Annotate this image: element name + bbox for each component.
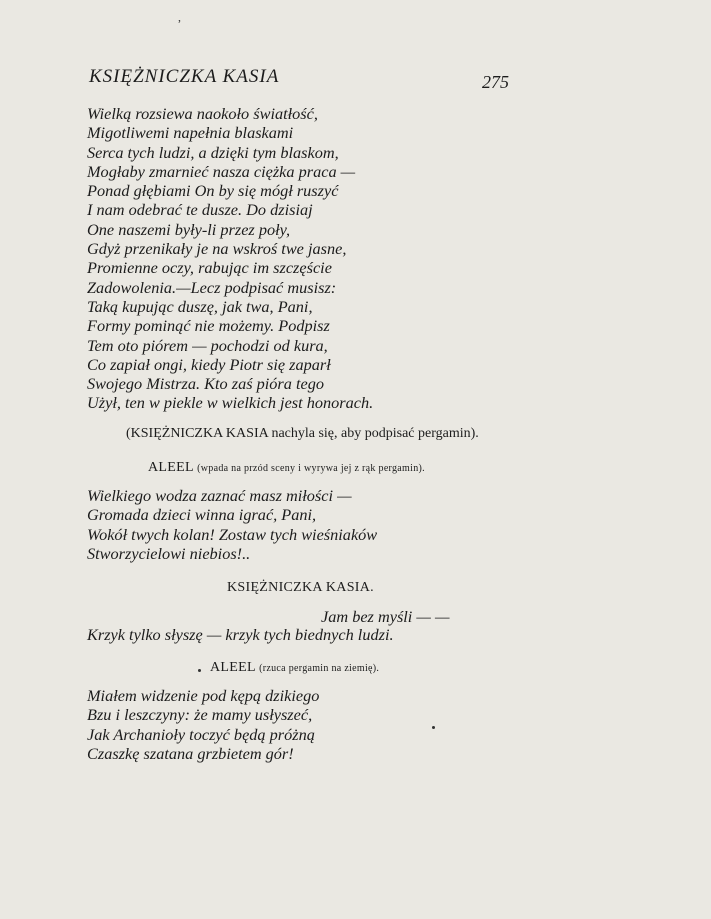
verse-line: Formy pominąć nie możemy. Podpisz — [87, 316, 330, 336]
verse-line: I nam odebrać te dusze. Do dzisiaj — [87, 200, 313, 220]
ink-speck: , — [178, 10, 181, 24]
verse-line: Migotliwemi napełnia blaskami — [87, 123, 294, 143]
verse-line: Gdyż przenikały je na wskroś twe jasne, — [87, 239, 347, 259]
speaker-name: ALEEL — [148, 460, 194, 475]
verse-line: Wielką rozsiewa naokoło światłość, — [87, 104, 318, 123]
verse-line: Stworzycielowi niebios!.. — [87, 543, 251, 563]
verse-line: Serca tych ludzi, a dzięki tym blaskom, — [87, 142, 339, 162]
verse-line: Ponad głębiami On by się mógł ruszyć — [87, 181, 339, 201]
verse-line: Zadowolenia.—Lecz podpisać musisz: — [87, 277, 337, 297]
speaker-line-aleel — [148, 460, 425, 476]
verse-stanza-2 — [87, 486, 377, 563]
verse-line: Taką kupując duszę, jak twa, Pani, — [87, 296, 313, 316]
verse-line: Wokół twych kolan! Zostaw tych wieśniaków — [87, 524, 378, 544]
speaker-line-kasia: KSIĘŻNICZKA KASIA. — [227, 580, 374, 595]
verse-line: Tem oto piórem — pochodzi od kura, — [87, 335, 328, 355]
page-number: 275 — [482, 72, 509, 92]
verse-line: Bzu i leszczyny: że mamy usłyszeć, — [87, 705, 313, 725]
stage-direction-small: (rzuca pergamin na ziemię). — [259, 663, 380, 674]
verse-line: Gromada dzieci winna igrać, Pani, — [87, 505, 317, 525]
speaker-name: ALEEL — [210, 660, 256, 675]
running-header-title: KSIĘŻNICZKA KASIA — [89, 66, 280, 87]
verse-line: Co zapiał ongi, kiedy Piotr się zaparł — [87, 354, 331, 374]
verse-line: Czaszkę szatana grzbietem gór! — [87, 743, 294, 763]
stage-direction: (KSIĘŻNICZKA KASIA nachyla się, aby podpisać pergamin). — [126, 426, 479, 441]
verse-line: Swojego Mistrza. Kto zaś pióra tego — [87, 374, 325, 394]
speaker-line-aleel — [210, 660, 379, 676]
verse-stanza-1 — [87, 104, 373, 413]
verse-line: Krzyk tylko słyszę — krzyk tych biednych ludzi. — [87, 625, 394, 644]
verse-line: Miałem widzenie pod kępą dzikiego — [87, 686, 320, 705]
verse-line: Użył, ten w piekle w wielkich jest honorach. — [87, 393, 374, 413]
verse-line: One naszemi były-li przez poły, — [87, 219, 291, 239]
verse-line: Wielkiego wodza zaznać masz miłości — — [87, 486, 352, 505]
stage-direction-small: (wpada na przód sceny i wyrywa jej z rąk pergamin). — [197, 463, 425, 474]
verse-stanza-4 — [87, 686, 319, 763]
verse-line: Jak Archanioły toczyć będą próżną — [87, 724, 315, 744]
ink-speck — [432, 726, 435, 729]
verse-line: Jam bez myśli — — — [321, 607, 450, 626]
ink-speck — [198, 669, 201, 672]
verse-line: Promienne oczy, rabując im szczęście — [87, 258, 332, 278]
verse-line: Mogłaby zmarnieć nasza ciężka praca — — [87, 161, 356, 181]
